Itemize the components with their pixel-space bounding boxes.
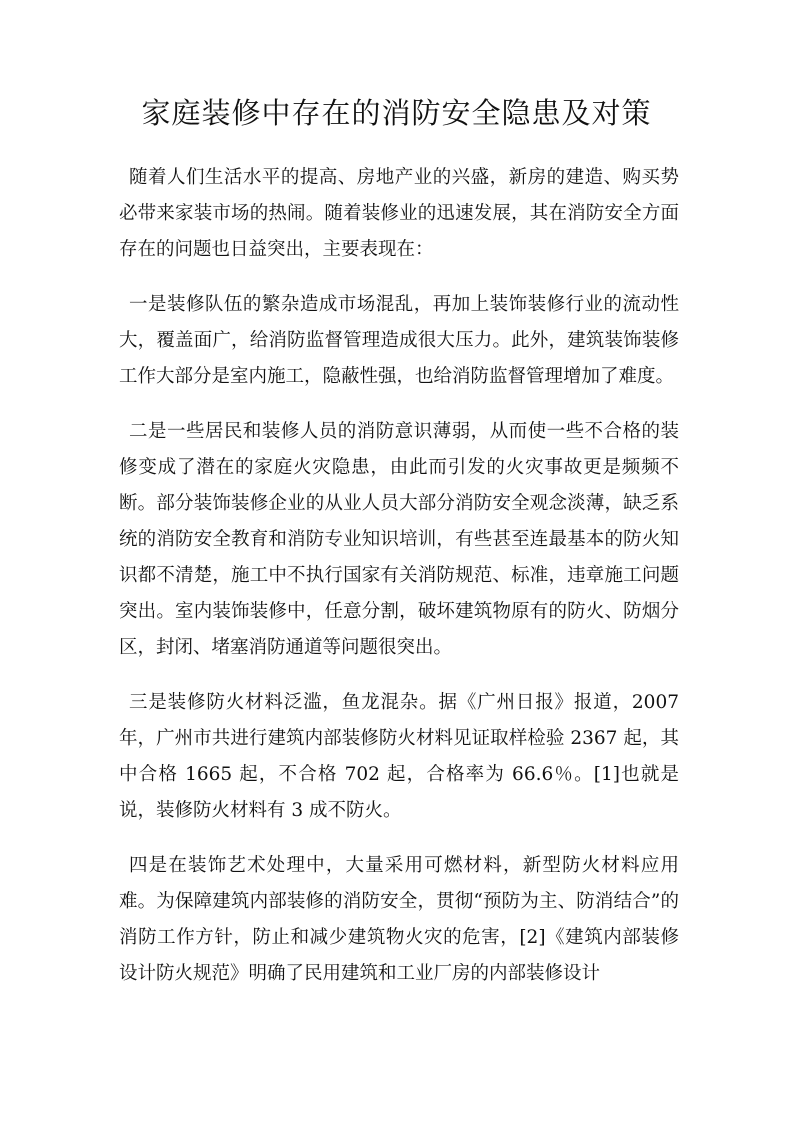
document-body — [119, 160, 679, 1011]
paragraph-point-2: 二是一些居民和装修人员的消防意识薄弱，从而使一些不合格的装修变成了潜在的家庭火灾隐患，由此而引发的火灾事故更是频频不断。部分装饰装修企业的从业人员大部分消防安全观念淡薄，缺乏系统的消防安全教育和消防专业知识培训，有些甚至连最基本的防火知识都不清楚，施工中不执行国家有关消防规范、标准，违章施工问题突出。室内装饰装修中，任意分割，破坏建筑物原有的防火、防烟分区，封闭、堵塞消防通道等问题很突出。 — [119, 421, 679, 658]
paragraph-point-1: 一是装修队伍的繁杂造成市场混乱，再加上装饰装修行业的流动性大，覆盖面广，给消防监督管理造成很大压力。此外，建筑装饰装修工作大部分是室内施工，隐蔽性强，也给消防监督管理增加了难度。 — [119, 294, 679, 387]
paragraph-intro: 随着人们生活水平的提高、房地产业的兴盛，新房的建造、购买势必带来家装市场的热闹。随着装修业的迅速发展，其在消防安全方面存在的问题也日益突出，主要表现在： — [119, 167, 679, 260]
document-title: 家庭装修中存在的消防安全隐患及对策 — [141, 96, 652, 130]
paragraph-point-3: 三是装修防火材料泛滥，鱼龙混杂。据《广州日报》报道，2007年，广州市共进行建筑内部装修防火材料见证取样检验 2367 起，其中合格 1665 起，不合格 702 起，合格率为 66.6％。[1]也就是说，装修防火材料有 3 成不防火。 — [119, 692, 679, 821]
paragraph-point-4: 四是在装饰艺术处理中，大量采用可燃材料，新型防火材料应用难。为保障建筑内部装修的消防安全，贯彻“预防为主、防消结合”的消防工作方针，防止和减少建筑物火灾的危害，[2]《建筑内部装修设计防火规范》明确了民用建筑和工业厂房的内部装修设计 — [119, 855, 679, 984]
